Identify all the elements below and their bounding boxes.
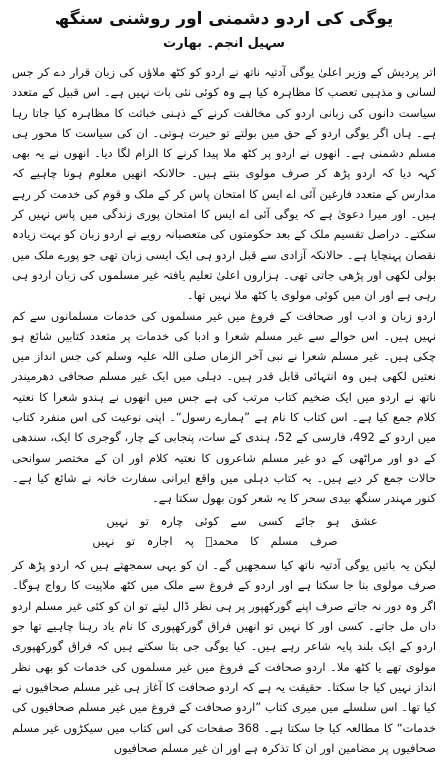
article-title: یوگی کی اردو دشمنی اور روشنی سنگھ bbox=[54, 9, 394, 29]
article-author: سہیل انجم۔ بھارت bbox=[163, 36, 285, 51]
paragraph-3: لیکن یہ باتیں یوگی آدتیہ ناتھ کیا سمجھیں گے۔ ان کو یہی سمجھتے ہیں کہ اردو پڑھ کر صرف مولوی بنا جا سکتا ہے اور اردو کے فروغ سے ملک میں کٹھ ملاپیت کا رواج ہوگا۔ اگر وہ دور نہ جاتے صرف اپنے گورکھپور پر ہی نظر ڈال لیتے تو ان کو کئی غیر مسلم اردو داں مل جاتے۔ کسی اور کا نہیں تو انھیں فراق گورکھپوری کا نام یاد رہنا چاہیے تھا جو اردو کے ایک بلند پایہ شاعر رہے ہیں۔ کیا یوگی جی بتا سکتے ہیں کہ فراق گورکھپوری مولوی تھے یا کٹھ ملا۔ اردو صحافت کے فروغ میں غیر مسلموں کی خدمات کو بھی نظر انداز نہیں کیا جا سکتا۔ حقیقت یہ ہے کہ اردو صحافت کا آغاز ہی غیر مسلم صحافیوں نے کیا تھا۔ اس سلسلے میں میری کتاب ”اردو صحافت کے فروغ میں غیر مسلم صحافیوں کی خدمات“ کا مطالعہ کیا جا سکتا ہے۔ 368 صفحات کی اس کتاب میں سیکڑوں غیر مسلم صحافیوں پر مضامین اور ان کا تذکرہ ہے اور ان غیر مسلم صحافیوں bbox=[12, 558, 436, 755]
poetry-couplet bbox=[12, 511, 436, 552]
article-body bbox=[12, 62, 436, 758]
verse-line-2: صرف مسلم کا محمدؐ پہ اجارہ تو نہیں bbox=[92, 533, 338, 548]
paragraph-2: اردو زبان و ادب اور صحافت کے فروغ میں غیر مسلموں کی خدمات مسلمانوں سے کم نہیں ہیں۔ اس حوالے سے غیر مسلم شعرا و ادبا کی خدمات پر متعدد کتابیں شائع ہو چکی ہیں۔ غیر مسلم شعرا نے نبی آخر الزماں صلی اللہ علیہ وسلم کی جس انداز میں نعتیں لکھی ہیں وہ انتہائی قابل قدر ہیں۔ دہلی میں ایک غیر مسلم صحافی دھرمیندر ناتھ نے اردو میں ایک ضخیم کتاب مرتب کی ہے جس میں انھوں نے ہندو شعرا کا نعتیہ کلام جمع کیا ہے۔ اس کتاب کا نام ہے ”ہمارے رسول“۔ اپنی نوعیت کی اس منفرد کتاب میں اردو کے 492، فارسی کے 52، ہندی کے سات، پنجابی کے چار، گوجری کا ایک، سندھی کے دو اور مراٹھی کے دو غیر مسلم شاعروں کا نعتیہ کلام اور ان کے مختصر سوانحی حالات جمع کر دیے ہیں۔ یہ کتاب دہلی میں واقع ایرانی سفارت خانہ نے شائع کیا ہے۔ کنور مہندر سنگھ بیدی سحر کا یہ شعر کون بھول سکتا ہے۔ bbox=[12, 308, 436, 506]
paragraph-1: اتر پردیش کے وزیر اعلیٰ یوگی آدتیہ ناتھ نے اردو کو کٹھ ملاؤں کی زبان قرار دے کر جس لسانی و مذہبی تعصب کا مظاہرہ کیا ہے وہ کوئی نئی بات نہیں ہے۔ اس قبیل کے متعدد سیاست دانوں کی زبانی اردو کی مخالفت کرنے کے ذہنی خباثت کا مظاہرہ کیا جاتا رہا ہے۔ ہاں اگر یوگی اردو کے حق میں بولتے تو حیرت ہوتی۔ ان کی سیاست کا محور ہی مسلم دشمنی ہے۔ انھوں نے اردو پر کٹھ ملا پیدا کرنے کا الزام لگا دیا۔ انھوں نے یہ بھی کہہ دیا کہ اردو پڑھ کر صرف مولوی بنتے ہیں۔ حالانکہ انھیں معلوم ہونا چاہیے کہ مدارس کے متعدد فارغین آئی اے ایس کا امتحان پاس کر کے ملک و قوم کی خدمت کر رہے ہیں۔ اور میرا دعویٰ ہے کہ یوگی آئی اے ایس کا امتحان پوری زندگی میں پاس نہیں کر سکتے۔ دراصل تقسیم ملک کے بعد حکومتوں کی متعصبانہ رویے نے اردو زبان کو بہت زیادہ نقصان پہنچایا ہے۔ حالانکہ آزادی سے قبل اردو ہی ایک ایسی زبان تھی جو پورے ملک میں بولی لکھی اور پڑھی جاتی تھی۔ ہزاروں اعلیٰ تعلیم یافتہ غیر مسلموں کی زبان اردو ہی رہی ہے اور ان میں کوئی مولوی یا کٹھ ملا نہیں تھا۔ bbox=[12, 65, 436, 303]
verse-line-1: عشق ہو جائے کسی سے کوئی چارہ تو نہیں bbox=[106, 513, 378, 528]
